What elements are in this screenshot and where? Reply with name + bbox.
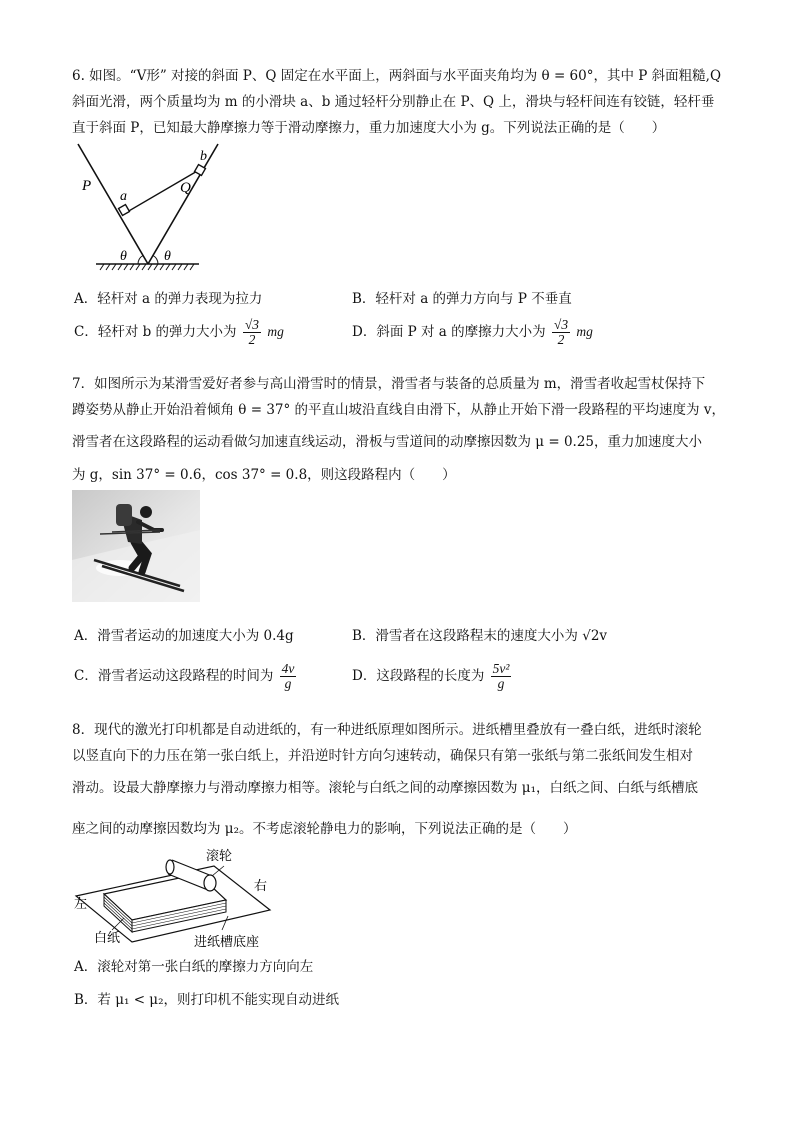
q7-option-d-num: 5v² — [492, 661, 510, 676]
label-paper: 白纸 — [94, 930, 121, 945]
label-right: 右 — [254, 878, 268, 893]
q6-option-c — [74, 318, 284, 347]
q6-option-d-unit: mg — [576, 324, 593, 340]
q6-stem-line-3: 直于斜面 P，已知最大静摩擦力等于滑动摩擦力，重力加速度大小为 g。下列说法正确的是（ ） — [72, 120, 666, 136]
label-b: b — [200, 149, 207, 164]
q7-stem-line-2: 蹲姿势从静止开始沿着倾角 θ = 37° 的平直山坡沿直线自由滑下，从静止开始下滑一段路程的平均速度为 v， — [72, 402, 725, 418]
q7-option-d-text: D．这段路程的长度为 — [352, 668, 485, 685]
q8-option-a: A．滚轮对第一张白纸的摩擦力方向向左 — [74, 959, 314, 975]
q8-stem-line-2: 以竖直向下的力压在第一张白纸上，并沿逆时针方向匀速转动，确保只有第一张纸与第二张纸间发生相对 — [72, 748, 693, 764]
q7-stem-line-1: 7．如图所示为某滑雪爱好者参与高山滑雪时的情景，滑雪者与装备的总质量为 m，滑雪者收起雪杖保持下 — [72, 376, 706, 392]
q7-option-d-fraction — [491, 662, 512, 691]
label-base: 进纸槽底座 — [194, 934, 260, 949]
q6-option-d-text: D．斜面 P 对 a 的摩擦力大小为 — [352, 324, 546, 341]
q6-option-c-num: √3 — [244, 317, 260, 332]
q7-option-c-fraction — [280, 662, 297, 691]
q7-option-d-den: g — [497, 676, 505, 692]
label-left: 左 — [74, 896, 88, 911]
q7-option-c-den: g — [284, 676, 292, 692]
q6-option-c-unit: mg — [267, 324, 284, 340]
q8-stem-line-4: 座之间的动摩擦因数均为 μ₂。不考虑滚轮静电力的影响，下列说法正确的是（ ） — [72, 821, 577, 837]
q7-stem-line-3: 滑雪者在这段路程的运动看做匀加速直线运动，滑板与雪道间的动摩擦因数为 μ = 0.25，重力加速度大小 — [72, 434, 703, 450]
q7-option-d — [352, 662, 513, 691]
theta-left: θ — [120, 249, 127, 264]
printer-feed-figure — [72, 846, 282, 950]
q6-option-d-num: √3 — [553, 317, 569, 332]
q6-option-c-text: C．轻杆对 b 的弹力大小为 — [74, 324, 237, 341]
q8-stem-line-1: 8．现代的激光打印机都是自动进纸的，有一种进纸原理如图所示。进纸槽里叠放有一叠白纸，进纸时滚轮 — [72, 722, 702, 738]
q6-option-a: A．轻杆对 a 的弹力表现为拉力 — [74, 291, 263, 307]
q6-option-c-fraction — [243, 318, 261, 347]
q6-option-b: B．轻杆对 a 的弹力方向与 P 不垂直 — [352, 291, 572, 307]
q6-incline-figure — [74, 142, 207, 272]
q7-option-a: A．滑雪者运动的加速度大小为 0.4g — [74, 628, 294, 644]
label-a: a — [120, 189, 127, 204]
q8-stem-line-3: 滑动。设最大静摩擦力与滑动摩擦力相等。滚轮与白纸之间的动摩擦因数为 μ₁，白纸之间、白纸与纸槽底 — [72, 780, 698, 796]
q6-option-c-den: 2 — [248, 332, 256, 348]
q7-option-c-num: 4v — [281, 661, 295, 676]
q7-option-c-text: C．滑雪者运动这段路程的时间为 — [74, 668, 274, 685]
q7-option-c — [74, 662, 298, 691]
q6-stem-line-2: 斜面光滑，两个质量均为 m 的小滑块 a、b 通过轻杆分别静止在 P、Q 上，滑块与轻杆间连有铰链，轻杆垂 — [72, 94, 715, 110]
q6-option-d-fraction — [552, 318, 570, 347]
q6-option-d-den: 2 — [557, 332, 565, 348]
q8-option-b: B．若 μ₁ < μ₂，则打印机不能实现自动进纸 — [74, 992, 339, 1008]
q6-option-d — [352, 318, 593, 347]
skier-photo — [72, 490, 200, 602]
theta-right: θ — [164, 249, 171, 264]
q6-stem-line-1: 6. 如图。“V形” 对接的斜面 P、Q 固定在水平面上，两斜面与水平面夹角均为 θ = 60°，其中 P 斜面粗糙,Q — [72, 68, 722, 84]
q7-stem-line-4: 为 g，sin 37° = 0.6，cos 37° = 0.8，则这段路程内（ ） — [72, 467, 456, 483]
label-roller: 滚轮 — [206, 848, 233, 863]
label-Q: Q — [180, 180, 191, 196]
q7-option-b: B．滑雪者在这段路程末的速度大小为 √2v — [352, 628, 608, 644]
label-P: P — [82, 178, 92, 194]
